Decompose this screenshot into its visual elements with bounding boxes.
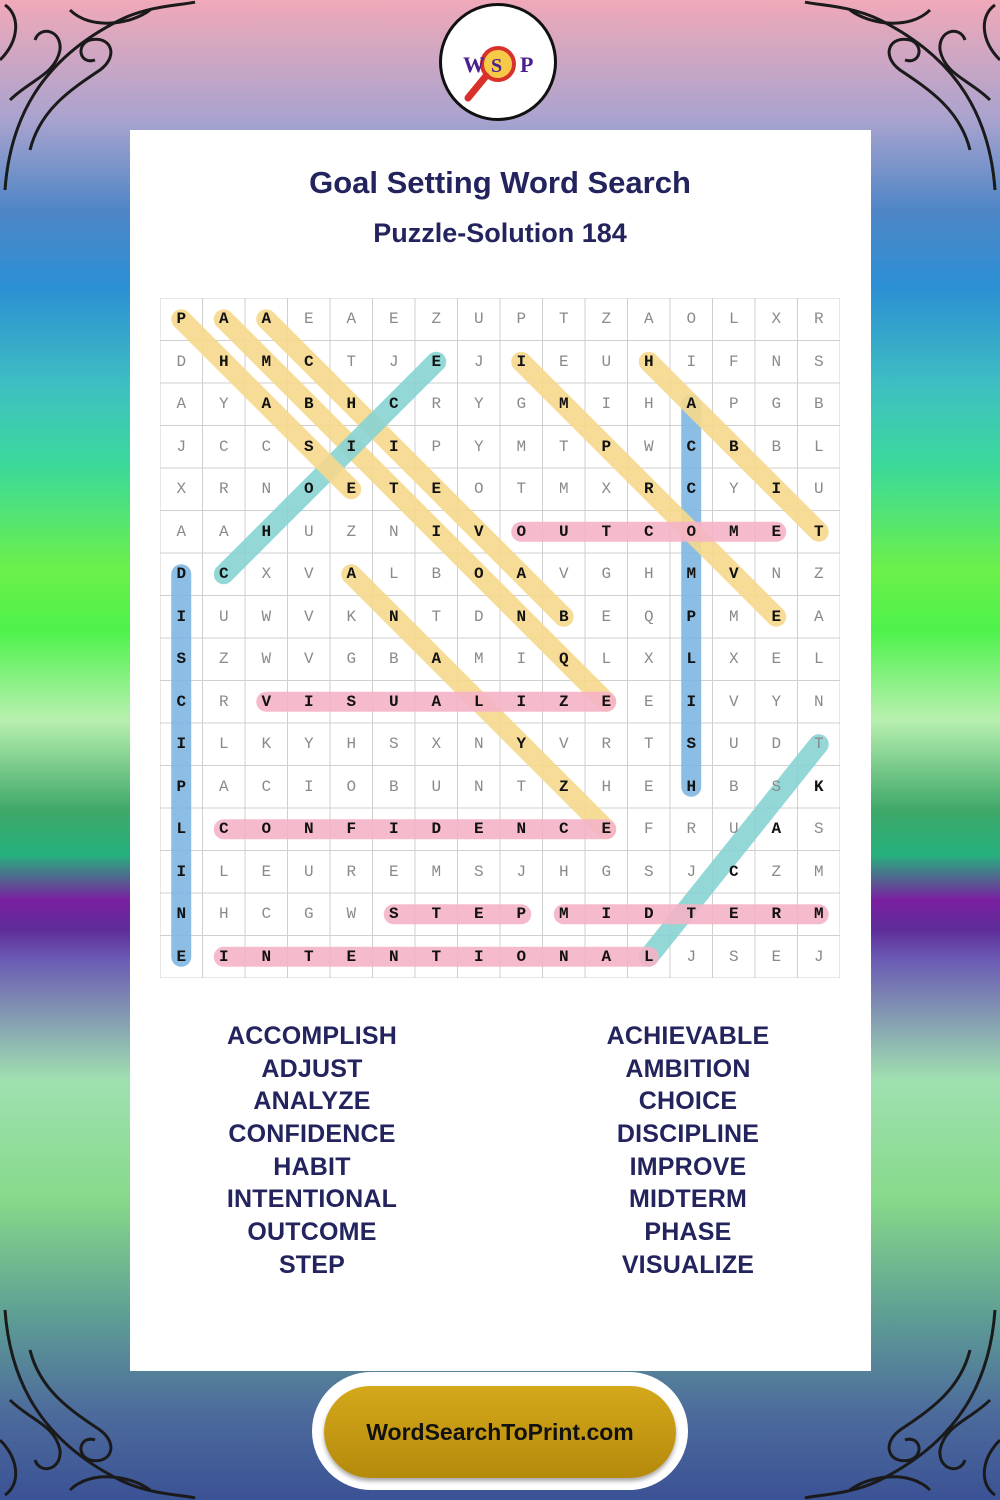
- grid-cell[interactable]: B: [303, 395, 314, 413]
- grid-cell[interactable]: I: [303, 692, 314, 711]
- word-item: ACCOMPLISH: [226, 1022, 398, 1050]
- grid-cell[interactable]: R: [218, 480, 229, 498]
- grid-cell[interactable]: I: [771, 480, 782, 498]
- site-link-button[interactable]: WordSearchToPrint.com: [324, 1386, 676, 1478]
- grid-cell[interactable]: E: [771, 650, 782, 668]
- grid-cell[interactable]: H: [346, 395, 357, 413]
- grid-cell[interactable]: E: [431, 352, 442, 371]
- grid-cell[interactable]: A: [261, 395, 272, 413]
- grid-cell[interactable]: B: [558, 607, 569, 626]
- grid-cell[interactable]: U: [303, 522, 314, 541]
- grid-cell[interactable]: O: [516, 947, 527, 966]
- grid-cell[interactable]: B: [771, 437, 782, 456]
- grid-cell[interactable]: V: [473, 522, 484, 541]
- grid-cell[interactable]: M: [728, 607, 739, 626]
- grid-cell[interactable]: F: [346, 820, 357, 838]
- grid-cell[interactable]: A: [601, 947, 612, 966]
- grid-cell[interactable]: O: [261, 820, 272, 838]
- grid-cell[interactable]: C: [261, 777, 272, 796]
- grid-cell[interactable]: M: [516, 437, 527, 456]
- grid-cell[interactable]: H: [218, 905, 229, 923]
- grid-cell[interactable]: O: [686, 310, 697, 328]
- grid-cell[interactable]: A: [516, 565, 527, 583]
- grid-cell[interactable]: A: [686, 395, 697, 413]
- grid-cell[interactable]: N: [388, 607, 399, 626]
- grid-cell[interactable]: J: [388, 352, 399, 371]
- grid-cell[interactable]: P: [516, 905, 527, 923]
- grid-cell[interactable]: G: [516, 395, 527, 413]
- grid-cell[interactable]: V: [303, 607, 314, 626]
- grid-cell[interactable]: S: [686, 735, 697, 753]
- grid-cell[interactable]: C: [218, 565, 229, 583]
- grid-cell[interactable]: C: [261, 437, 272, 456]
- grid-cell[interactable]: S: [771, 777, 782, 796]
- grid-cell[interactable]: C: [176, 692, 187, 711]
- grid-cell[interactable]: C: [218, 437, 229, 456]
- grid-cell[interactable]: T: [516, 777, 527, 796]
- grid-cell[interactable]: S: [303, 437, 314, 456]
- grid-cell[interactable]: N: [176, 905, 187, 923]
- grid-cell[interactable]: I: [516, 352, 527, 371]
- grid-cell[interactable]: A: [218, 777, 229, 796]
- grid-cell[interactable]: X: [643, 650, 654, 668]
- grid-cell[interactable]: E: [601, 820, 612, 838]
- grid-cell[interactable]: N: [473, 777, 484, 796]
- grid-cell[interactable]: E: [431, 480, 442, 498]
- grid-cell[interactable]: V: [261, 692, 272, 711]
- grid-cell[interactable]: F: [643, 820, 654, 838]
- grid-cell[interactable]: I: [516, 650, 527, 668]
- grid-cell[interactable]: I: [346, 437, 357, 456]
- grid-cell[interactable]: Y: [728, 480, 739, 498]
- grid-cell[interactable]: H: [218, 352, 229, 371]
- grid-cell[interactable]: Z: [558, 777, 569, 796]
- grid-cell[interactable]: F: [728, 352, 739, 371]
- grid-cell[interactable]: Y: [473, 395, 484, 413]
- word-list-right: [538, 1020, 838, 1282]
- grid-cell[interactable]: Y: [516, 735, 527, 753]
- grid-cell[interactable]: B: [431, 565, 442, 583]
- grid-cell[interactable]: N: [473, 735, 484, 753]
- grid-cell[interactable]: R: [771, 905, 782, 923]
- grid-cell[interactable]: G: [303, 905, 314, 923]
- grid-cell[interactable]: A: [176, 522, 187, 541]
- grid-cell[interactable]: E: [346, 480, 357, 498]
- grid-cell[interactable]: X: [176, 480, 187, 498]
- grid-cell[interactable]: C: [558, 820, 569, 838]
- grid-cell[interactable]: I: [218, 947, 229, 966]
- grid-cell[interactable]: U: [813, 480, 824, 498]
- grid-cell[interactable]: T: [431, 905, 442, 923]
- grid-cell[interactable]: E: [771, 947, 782, 966]
- grid-cell[interactable]: A: [431, 692, 442, 711]
- grid-cell[interactable]: X: [601, 480, 612, 498]
- grid-cell[interactable]: V: [303, 565, 314, 583]
- grid-cell[interactable]: Q: [558, 650, 569, 668]
- grid-cell[interactable]: E: [558, 352, 569, 371]
- word-item: CHOICE: [638, 1087, 738, 1116]
- word-item: STEP: [278, 1250, 346, 1279]
- grid-cell[interactable]: H: [558, 862, 569, 881]
- grid-cell[interactable]: J: [813, 947, 824, 966]
- grid-cell[interactable]: A: [771, 820, 782, 838]
- word-item: ADJUST: [261, 1054, 363, 1083]
- grid-cell[interactable]: C: [303, 352, 314, 371]
- grid-cell[interactable]: A: [218, 522, 229, 541]
- grid-cell[interactable]: N: [388, 522, 399, 541]
- grid-cell[interactable]: R: [218, 692, 229, 711]
- grid-cell[interactable]: Q: [643, 607, 654, 626]
- grid-cell[interactable]: I: [601, 395, 612, 413]
- grid-cell[interactable]: N: [516, 820, 527, 838]
- grid-cell[interactable]: M: [473, 650, 484, 668]
- grid-cell[interactable]: M: [558, 905, 569, 923]
- grid-cell[interactable]: K: [813, 777, 824, 796]
- grid-cell[interactable]: P: [516, 310, 527, 328]
- grid-cell[interactable]: Z: [431, 310, 442, 328]
- grid-cell[interactable]: A: [176, 395, 187, 413]
- grid-cell[interactable]: I: [303, 777, 314, 796]
- wsp-logo[interactable]: [439, 3, 557, 121]
- grid-cells: [160, 298, 840, 978]
- word-item: AMBITION: [625, 1054, 751, 1083]
- grid-cell[interactable]: R: [601, 735, 612, 753]
- grid-cell[interactable]: E: [473, 820, 484, 838]
- grid-cell[interactable]: G: [601, 565, 612, 583]
- grid-cell[interactable]: I: [686, 692, 697, 711]
- logo-letter-s: S: [491, 55, 503, 77]
- grid-cell[interactable]: P: [601, 437, 612, 456]
- grid-cell[interactable]: C: [686, 480, 697, 498]
- grid-cell[interactable]: T: [686, 905, 697, 923]
- grid-cell[interactable]: Y: [303, 735, 314, 753]
- grid-cell[interactable]: S: [813, 352, 824, 371]
- grid-cell[interactable]: T: [643, 735, 654, 753]
- grid-cell[interactable]: V: [558, 565, 569, 583]
- grid-cell[interactable]: I: [176, 862, 187, 881]
- word-item: OUTCOME: [247, 1218, 377, 1247]
- grid-cell[interactable]: E: [643, 692, 654, 711]
- grid-cell[interactable]: T: [431, 607, 442, 626]
- grid-cell[interactable]: Z: [558, 692, 569, 711]
- grid-cell[interactable]: X: [431, 735, 442, 753]
- grid-cell[interactable]: T: [346, 352, 357, 371]
- grid-cell[interactable]: M: [813, 905, 824, 923]
- grid-cell[interactable]: I: [176, 607, 187, 626]
- grid-cell[interactable]: I: [601, 905, 612, 923]
- grid-cell[interactable]: S: [346, 692, 357, 711]
- grid-cell[interactable]: W: [346, 905, 357, 923]
- grid-cell[interactable]: B: [728, 437, 739, 456]
- grid-cell[interactable]: E: [303, 310, 314, 328]
- grid-cell[interactable]: S: [643, 862, 654, 881]
- grid-cell[interactable]: C: [686, 437, 697, 456]
- grid-cell[interactable]: V: [303, 650, 314, 668]
- grid-cell[interactable]: G: [346, 650, 357, 668]
- grid-cell[interactable]: M: [728, 522, 739, 541]
- grid-cell[interactable]: S: [728, 947, 739, 966]
- grid-cell[interactable]: E: [601, 692, 612, 711]
- grid-cell[interactable]: L: [218, 735, 229, 753]
- grid-cell[interactable]: M: [431, 862, 442, 881]
- grid-cell[interactable]: N: [516, 607, 527, 626]
- grid-cell[interactable]: I: [516, 692, 527, 711]
- grid-cell[interactable]: H: [601, 777, 612, 796]
- grid-cell[interactable]: I: [388, 820, 399, 838]
- grid-cell[interactable]: Z: [601, 310, 612, 328]
- grid-cell[interactable]: M: [261, 352, 272, 371]
- grid-cell[interactable]: M: [686, 565, 697, 583]
- grid-cell[interactable]: O: [473, 480, 484, 498]
- grid-cell[interactable]: L: [218, 862, 229, 881]
- grid-cell[interactable]: D: [771, 735, 782, 753]
- grid-cell[interactable]: V: [728, 565, 739, 583]
- grid-cell[interactable]: C: [218, 820, 229, 838]
- grid-cell[interactable]: L: [813, 437, 824, 456]
- grid-cell[interactable]: U: [601, 352, 612, 371]
- grid-cell[interactable]: I: [431, 522, 442, 541]
- logo-letter-w: W: [463, 52, 485, 77]
- grid-cell[interactable]: O: [516, 522, 527, 541]
- grid-cell[interactable]: G: [601, 862, 612, 881]
- grid-cell[interactable]: R: [346, 862, 357, 881]
- grid-cell[interactable]: E: [388, 862, 399, 881]
- grid-cell[interactable]: T: [303, 947, 314, 966]
- grid-cell[interactable]: T: [601, 522, 612, 541]
- grid-cell[interactable]: L: [686, 650, 697, 668]
- grid-cell[interactable]: E: [771, 607, 782, 626]
- grid-cell[interactable]: H: [643, 352, 654, 371]
- word-item: VISUALIZE: [621, 1250, 755, 1279]
- grid-cell[interactable]: I: [176, 735, 187, 753]
- grid-cell[interactable]: X: [261, 565, 272, 583]
- grid-cell[interactable]: B: [813, 395, 824, 413]
- grid-cell[interactable]: E: [388, 310, 399, 328]
- grid-cell[interactable]: E: [261, 862, 272, 881]
- grid-cell[interactable]: U: [303, 862, 314, 881]
- grid-cell[interactable]: A: [813, 607, 824, 626]
- grid-cell[interactable]: J: [686, 862, 697, 881]
- grid-cell[interactable]: Y: [771, 692, 782, 711]
- word-item: HABIT: [273, 1152, 351, 1181]
- grid-cell[interactable]: B: [728, 777, 739, 796]
- grid-cell[interactable]: S: [473, 862, 484, 881]
- page-subtitle: Puzzle-Solution 184: [373, 218, 627, 248]
- word-item: CONFIDENCE: [228, 1120, 396, 1149]
- grid-cell[interactable]: L: [643, 947, 654, 966]
- grid-cell[interactable]: N: [388, 947, 399, 966]
- word-item: INTENTIONAL: [226, 1185, 398, 1214]
- grid-cell[interactable]: D: [176, 565, 187, 583]
- word-item: IMPROVE: [629, 1152, 747, 1181]
- grid-cell[interactable]: S: [388, 735, 399, 753]
- grid-cell[interactable]: Z: [218, 650, 229, 668]
- grid-cell[interactable]: E: [643, 777, 654, 796]
- grid-cell[interactable]: R: [643, 480, 654, 498]
- grid-cell[interactable]: O: [346, 777, 357, 796]
- grid-cell[interactable]: T: [558, 310, 569, 328]
- grid-cell[interactable]: D: [473, 607, 484, 626]
- grid-cell[interactable]: D: [643, 905, 654, 923]
- grid-cell[interactable]: C: [261, 905, 272, 923]
- grid-cell[interactable]: L: [388, 565, 399, 583]
- grid-cell[interactable]: R: [813, 310, 824, 328]
- grid-cell[interactable]: L: [813, 650, 824, 668]
- grid-cell[interactable]: L: [473, 692, 484, 711]
- grid-cell[interactable]: U: [473, 310, 484, 328]
- grid-cell[interactable]: N: [261, 480, 272, 498]
- grid-cell[interactable]: M: [558, 480, 569, 498]
- grid-cell[interactable]: L: [176, 820, 187, 838]
- grid-cell[interactable]: W: [261, 607, 272, 626]
- grid-cell[interactable]: W: [643, 437, 654, 456]
- grid-cell[interactable]: H: [261, 522, 272, 541]
- grid-cell[interactable]: J: [176, 437, 187, 456]
- grid-cell[interactable]: T: [558, 437, 569, 456]
- grid-cell[interactable]: P: [686, 607, 697, 626]
- grid-cell[interactable]: P: [728, 395, 739, 413]
- grid-cell[interactable]: B: [388, 777, 399, 796]
- grid-cell[interactable]: X: [728, 650, 739, 668]
- grid-cell[interactable]: B: [388, 650, 399, 668]
- grid-cell[interactable]: S: [388, 905, 399, 923]
- grid-cell[interactable]: R: [431, 395, 442, 413]
- grid-cell[interactable]: Z: [813, 565, 824, 583]
- word-item: ANALYZE: [253, 1087, 371, 1116]
- grid-cell[interactable]: I: [686, 352, 697, 371]
- grid-cell[interactable]: H: [643, 565, 654, 583]
- word-item: ACHIEVABLE: [606, 1022, 770, 1050]
- word-item: MIDTERM: [628, 1185, 748, 1214]
- grid-cell[interactable]: J: [516, 862, 527, 881]
- grid-cell[interactable]: U: [728, 735, 739, 753]
- grid-cell[interactable]: U: [558, 522, 569, 541]
- grid-cell[interactable]: E: [346, 947, 357, 966]
- page-title: Goal Setting Word Search: [309, 165, 691, 200]
- grid-cell[interactable]: Y: [473, 437, 484, 456]
- grid-cell[interactable]: N: [771, 565, 782, 583]
- grid-cell[interactable]: A: [218, 310, 229, 328]
- grid-cell[interactable]: O: [686, 522, 697, 541]
- grid-cell[interactable]: A: [431, 650, 442, 668]
- grid-cell[interactable]: A: [346, 565, 357, 583]
- grid-cell[interactable]: P: [176, 310, 187, 328]
- grid-cell[interactable]: T: [388, 480, 399, 498]
- grid-cell[interactable]: G: [771, 395, 782, 413]
- grid-cell[interactable]: W: [261, 650, 272, 668]
- word-search-grid: [160, 298, 840, 978]
- grid-cell[interactable]: H: [686, 777, 697, 796]
- grid-cell[interactable]: I: [473, 947, 484, 966]
- grid-cell[interactable]: E: [601, 607, 612, 626]
- grid-cell[interactable]: T: [813, 522, 824, 541]
- grid-cell[interactable]: Z: [771, 862, 782, 881]
- grid-cell[interactable]: N: [813, 692, 824, 711]
- word-item: DISCIPLINE: [616, 1120, 760, 1149]
- grid-cell[interactable]: J: [686, 947, 697, 966]
- grid-cell[interactable]: H: [346, 735, 357, 753]
- grid-cell[interactable]: L: [601, 650, 612, 668]
- grid-cell[interactable]: S: [176, 650, 187, 668]
- grid-cell[interactable]: A: [643, 310, 654, 328]
- grid-cell[interactable]: E: [176, 947, 187, 966]
- grid-cell[interactable]: Z: [346, 522, 357, 541]
- grid-cell[interactable]: A: [261, 310, 272, 328]
- grid-cell[interactable]: R: [686, 820, 697, 838]
- grid-cell[interactable]: K: [346, 607, 357, 626]
- grid-cell[interactable]: Y: [218, 395, 229, 413]
- grid-cell[interactable]: N: [771, 352, 782, 371]
- grid-cell[interactable]: U: [728, 820, 739, 838]
- grid-cell[interactable]: M: [558, 395, 569, 413]
- grid-cell[interactable]: H: [643, 395, 654, 413]
- grid-cell[interactable]: I: [388, 437, 399, 456]
- grid-cell[interactable]: J: [473, 352, 484, 371]
- grid-cell[interactable]: O: [303, 480, 314, 498]
- grid-cell[interactable]: V: [558, 735, 569, 753]
- grid-cell[interactable]: K: [261, 735, 272, 753]
- grid-cell[interactable]: C: [728, 862, 739, 881]
- grid-cell[interactable]: M: [813, 862, 824, 881]
- grid-cell[interactable]: U: [431, 777, 442, 796]
- grid-cell[interactable]: P: [431, 437, 442, 456]
- grid-cell[interactable]: L: [728, 310, 739, 328]
- grid-cell[interactable]: P: [176, 777, 187, 796]
- grid-cell[interactable]: T: [431, 947, 442, 966]
- grid-cell[interactable]: X: [771, 310, 782, 328]
- word-item: PHASE: [644, 1218, 732, 1247]
- grid-cell[interactable]: U: [218, 607, 229, 626]
- grid-cell[interactable]: E: [473, 905, 484, 923]
- grid-cell[interactable]: N: [261, 947, 272, 966]
- grid-cell[interactable]: N: [558, 947, 569, 966]
- grid-cell[interactable]: D: [176, 352, 187, 371]
- grid-cell[interactable]: E: [771, 522, 782, 541]
- grid-cell[interactable]: N: [303, 820, 314, 838]
- grid-cell[interactable]: E: [728, 905, 739, 923]
- grid-cell[interactable]: S: [813, 820, 824, 838]
- grid-cell[interactable]: T: [813, 735, 824, 753]
- grid-cell[interactable]: A: [346, 310, 357, 328]
- grid-cell[interactable]: C: [643, 522, 654, 541]
- grid-cell[interactable]: U: [388, 692, 399, 711]
- word-list-left: [162, 1020, 462, 1282]
- grid-cell[interactable]: V: [728, 692, 739, 711]
- logo-letter-p: P: [520, 52, 534, 77]
- grid-cell[interactable]: T: [516, 480, 527, 498]
- grid-cell[interactable]: C: [388, 395, 399, 413]
- grid-cell[interactable]: D: [431, 820, 442, 838]
- grid-cell[interactable]: O: [473, 565, 484, 583]
